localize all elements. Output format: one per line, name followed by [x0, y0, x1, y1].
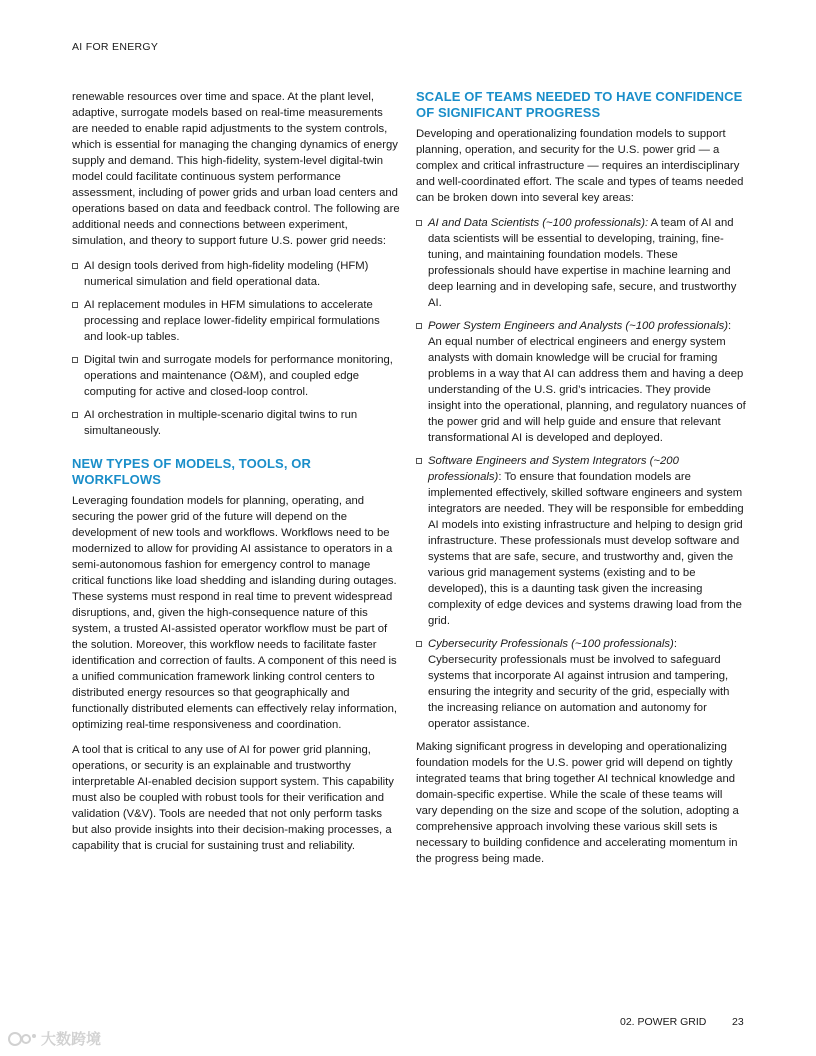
list-item — [72, 258, 400, 290]
list-item-text: AI replacement modules in HFM simulations to accelerate processing and replace lower-fidelity empirical formulations and look-up tables. — [84, 299, 380, 343]
closing-paragraph: Making significant progress in developing and operationalizing foundation models for the U.S. power grid will depend on tightly integrated teams that bring together AI technical knowledge and domain-specific expertise. While the scale of these teams will vary depending on the size and scope of the solution, adopting a comprehensive approach involving these various skill sets is necessary to building confidence and accelerating momentum in the progress being made. — [416, 741, 739, 865]
team-title: Power System Engineers and Analysts (~100 professionals) — [428, 320, 729, 332]
team-description: : To ensure that foundation models are implemented effectively, skilled software engineers and system integrators are needed. They will be responsible for embedding AI models into existing infrastructure and helping to design grid infrastructure. These professionals must develop software and systems that are safe, secure, and trustworthy and, given the various grid management systems (existing and to be developed), this is a daunting task given the increasing complexity of edge devices and systems drawing load from the grid. — [428, 471, 744, 627]
watermark — [8, 1028, 101, 1049]
checkbox-bullet-icon — [416, 458, 422, 464]
watermark-logo-icon — [8, 1030, 38, 1048]
intro-paragraph: renewable resources over time and space. At the plant level, adaptive, surrogate models based on real-time measurements are needed to enable rapid adjustments to the system controls, which is essential for managing the changing dynamics of energy supply and demand. This high-fidelity, system-level digital-twin model could facilitate continuous system performance assessment, including of power grids and urban load centers and operations based on data and feedback control. The following are additional needs and connections between experiment, simulation, and theory to support future U.S. power grid needs: — [72, 91, 400, 247]
team-description: : An equal number of electrical engineers and energy system analysts with domain knowledge will be crucial for framing problems in a way that AI can address them and having a deep understanding of the U.S. grid’s intricacies. They provide insight into the operational, planning, and regulatory nuances of the power grid and will help guide and ensure that relevant transformational AI is developed and deployed. — [428, 320, 746, 444]
checkbox-bullet-icon — [416, 220, 422, 226]
right-column — [416, 89, 746, 876]
team-description: : Cybersecurity professionals must be involved to safeguard systems that incorporate AI against intrusion and tampering, ensuring the integrity and security of the grid, especially with the increasing reliance on automation and autonomy for operator assistance. — [428, 638, 730, 730]
footer-section-label: 02. POWER GRID — [620, 1016, 707, 1028]
list-item — [72, 407, 400, 439]
needs-list — [72, 258, 400, 439]
left-column — [72, 89, 400, 863]
watermark-text: 大数跨境 — [41, 1031, 102, 1048]
list-item — [416, 636, 746, 732]
checkbox-bullet-icon — [416, 641, 422, 647]
teams-intro-paragraph: Developing and operationalizing foundation models to support planning, operation, and security for the U.S. power grid — a complex and critical infrastructure — requires an interdisciplinary and well-coordinated effort. The scale and types of teams needed can be broken down into several key areas: — [416, 128, 744, 204]
checkbox-bullet-icon — [72, 302, 78, 308]
running-header: AI FOR ENERGY — [72, 41, 159, 53]
page-number: 23 — [732, 1016, 744, 1028]
team-description: A team of AI and data scientists will be essential to developing, training, fine-tuning, and maintaining foundation models. These professionals should have expertise in machine learning and deep learning and in developing safe, secure, and trustworthy AI. — [428, 217, 737, 309]
team-title: Software Engineers and System Integrators (~200 professionals) — [428, 455, 679, 483]
section-heading-teams: SCALE OF TEAMS NEEDED TO HAVE CONFIDENCE OF SIGNIFICANT PROGRESS — [416, 89, 743, 120]
list-item — [416, 318, 746, 446]
list-item-text: AI orchestration in multiple-scenario digital twins to run simultaneously. — [84, 409, 358, 437]
checkbox-bullet-icon — [416, 323, 422, 329]
team-title: Cybersecurity Professionals (~100 professionals) — [428, 638, 674, 650]
checkbox-bullet-icon — [72, 263, 78, 269]
workflows-paragraph: Leveraging foundation models for planning, operating, and securing the power grid of the future will depend on the development of new tools and workflows. Workflows need to be modernized to allow for providing AI assistance to operators in a semi-autonomous fashion for emergency control to manage critical functions like load shedding and islanding during outages. These systems must respond in real time to prevent widespread disruptions, and, given the high-consequence nature of this system, a trusted AI-assisted operator workflow must be part of the solution. Moreover, this workflow needs to facilitate faster identification and correction of faults. A component of this need is a unified communication framework linking control centers to distributed energy resources so that geographically and functionally distributed elements can effectively relay information, optimizing real-time responsiveness and coordination. — [72, 495, 398, 731]
section-heading-workflows: NEW TYPES OF MODELS, TOOLS, OR WORKFLOWS — [72, 456, 311, 487]
checkbox-bullet-icon — [72, 357, 78, 363]
list-item — [72, 352, 400, 400]
list-item — [416, 453, 746, 629]
list-item — [72, 297, 400, 345]
checkbox-bullet-icon — [72, 412, 78, 418]
list-item — [416, 215, 746, 311]
decision-support-paragraph: A tool that is critical to any use of AI for power grid planning, operations, or security is an explainable and trustworthy interpretable AI-enabled decision support system. This capability must also be coupled with robust tools for their verification and validation (V&V). Tools are needed that not only perform tasks but also provide insights into their decision-making processes, a capability that is crucial for sustaining trust and reliability. — [72, 744, 394, 852]
list-item-text: AI design tools derived from high-fidelity modeling (HFM) numerical simulation and field operational data. — [84, 260, 369, 288]
teams-list — [416, 215, 746, 732]
team-title: AI and Data Scientists (~100 professionals): — [428, 217, 649, 229]
list-item-text: Digital twin and surrogate models for performance monitoring, operations and maintenance (O&M), and coupled edge computing for active and closed-loop control. — [84, 354, 393, 398]
